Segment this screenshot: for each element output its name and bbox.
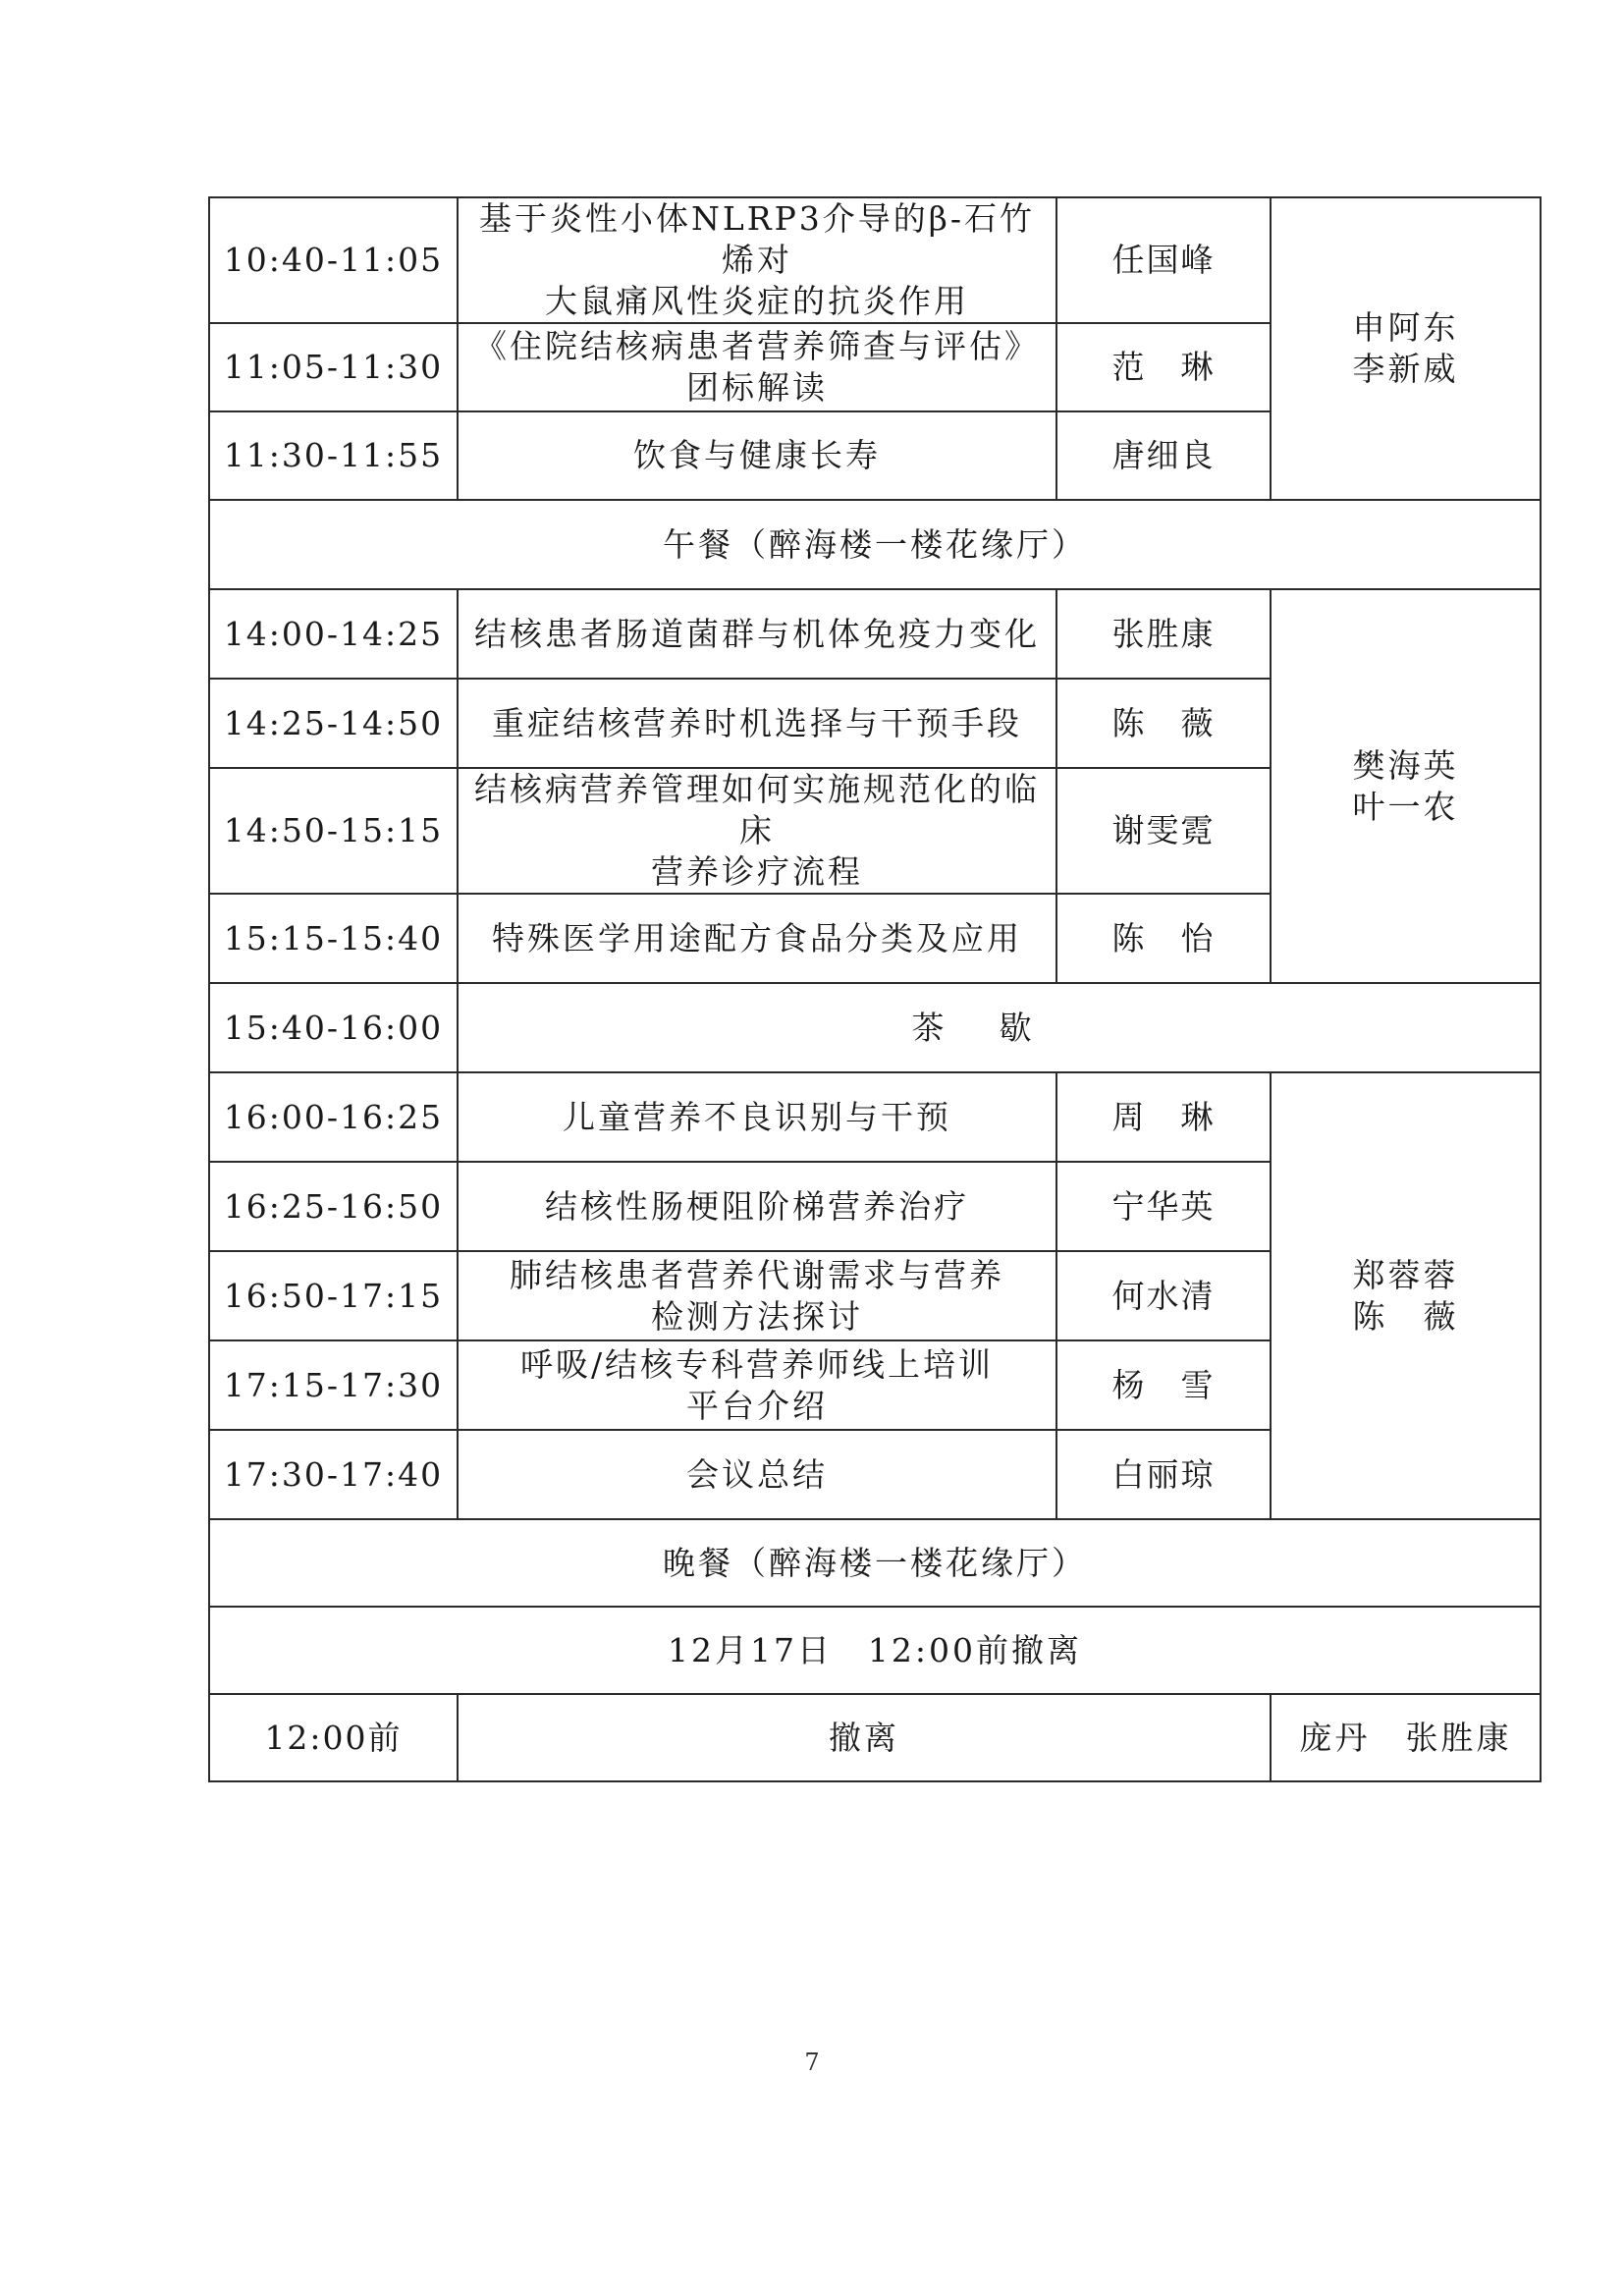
dinner-cell: 晚餐（醉海楼一楼花缘厅） <box>209 1519 1541 1607</box>
topic-cell <box>458 323 1056 411</box>
lunch-cell: 午餐（醉海楼一楼花缘厅） <box>209 500 1541 589</box>
topic-cell: 结核患者肠道菌群与机体免疫力变化 <box>458 589 1056 679</box>
topic-cell <box>458 768 1056 894</box>
topic-line: 《住院结核病患者营养筛查与评估》 <box>474 327 1040 365</box>
speaker-cell: 杨 雪 <box>1056 1340 1271 1430</box>
topic-cell: 特殊医学用途配方食品分类及应用 <box>458 894 1056 983</box>
topic-line: 平台介绍 <box>686 1386 828 1425</box>
page-number: 7 <box>804 2049 820 2076</box>
speaker-cell: 宁华英 <box>1056 1162 1271 1251</box>
tea-break-cell: 茶歇 <box>458 983 1541 1072</box>
topic-cell <box>458 1340 1056 1430</box>
topic-line: 团标解读 <box>686 368 828 407</box>
topic-line: 结核病营养管理如何实施规范化的临床 <box>474 770 1040 849</box>
topic-line: 检测方法探讨 <box>651 1296 863 1336</box>
speaker-cell: 周 琳 <box>1056 1072 1271 1162</box>
topic-line: 营养诊疗流程 <box>651 852 863 891</box>
table-row <box>209 589 1541 679</box>
host-name: 申阿东 <box>1352 308 1459 347</box>
time-cell: 17:30-17:40 <box>209 1430 458 1519</box>
time-cell: 16:25-16:50 <box>209 1162 458 1251</box>
time-cell: 15:40-16:00 <box>209 983 458 1072</box>
topic-line: 大鼠痛风性炎症的抗炎作用 <box>545 282 969 320</box>
time-cell: 10:40-11:05 <box>209 197 458 323</box>
speaker-cell: 白丽琼 <box>1056 1430 1271 1519</box>
time-cell: 14:00-14:25 <box>209 589 458 679</box>
table-row <box>209 1694 1541 1781</box>
table-row <box>209 1519 1541 1607</box>
speaker-cell: 何水清 <box>1056 1251 1271 1340</box>
host-cell <box>1271 589 1541 983</box>
topic-cell: 儿童营养不良识别与干预 <box>458 1072 1056 1162</box>
table-row <box>209 500 1541 589</box>
table-row <box>209 1072 1541 1162</box>
speaker-cell: 张胜康 <box>1056 589 1271 679</box>
host-cell <box>1271 1072 1541 1519</box>
topic-cell <box>458 1251 1056 1340</box>
table-row <box>209 983 1541 1072</box>
topic-cell <box>458 197 1056 323</box>
host-name: 陈 薇 <box>1352 1296 1459 1336</box>
time-cell: 11:30-11:55 <box>209 411 458 500</box>
table-row <box>209 1607 1541 1694</box>
topic-line: 肺结核患者营养代谢需求与营养 <box>510 1255 1004 1294</box>
table-row <box>209 197 1541 323</box>
topic-cell: 重症结核营养时机选择与干预手段 <box>458 679 1056 768</box>
time-cell: 14:50-15:15 <box>209 768 458 894</box>
topic-cell: 会议总结 <box>458 1430 1056 1519</box>
host-name: 樊海英 <box>1352 745 1459 785</box>
schedule-table <box>208 196 1542 1782</box>
time-cell: 16:50-17:15 <box>209 1251 458 1340</box>
time-cell: 16:00-16:25 <box>209 1072 458 1162</box>
topic-cell: 饮食与健康长寿 <box>458 411 1056 500</box>
departure-day-cell: 12月17日 12:00前撤离 <box>209 1607 1541 1694</box>
topic-line: 基于炎性小体NLRP3介导的β-石竹烯对 <box>478 199 1036 279</box>
speaker-cell: 范 琳 <box>1056 323 1271 411</box>
departure-cell: 撤离 <box>458 1694 1271 1781</box>
time-cell: 11:05-11:30 <box>209 323 458 411</box>
host-name: 叶一农 <box>1352 787 1459 826</box>
time-cell: 12:00前 <box>209 1694 458 1781</box>
host-cell: 庞丹 张胜康 <box>1271 1694 1541 1781</box>
time-cell: 17:15-17:30 <box>209 1340 458 1430</box>
speaker-cell: 谢雯霓 <box>1056 768 1271 894</box>
host-name: 郑蓉蓉 <box>1352 1255 1459 1294</box>
time-cell: 14:25-14:50 <box>209 679 458 768</box>
topic-line: 呼吸/结核专科营养师线上培训 <box>519 1344 995 1384</box>
speaker-cell: 唐细良 <box>1056 411 1271 500</box>
speaker-cell: 陈 怡 <box>1056 894 1271 983</box>
speaker-cell: 陈 薇 <box>1056 679 1271 768</box>
host-cell <box>1271 197 1541 500</box>
speaker-cell: 任国峰 <box>1056 197 1271 323</box>
time-cell: 15:15-15:40 <box>209 894 458 983</box>
topic-cell: 结核性肠梗阻阶梯营养治疗 <box>458 1162 1056 1251</box>
host-name: 李新威 <box>1352 350 1459 388</box>
